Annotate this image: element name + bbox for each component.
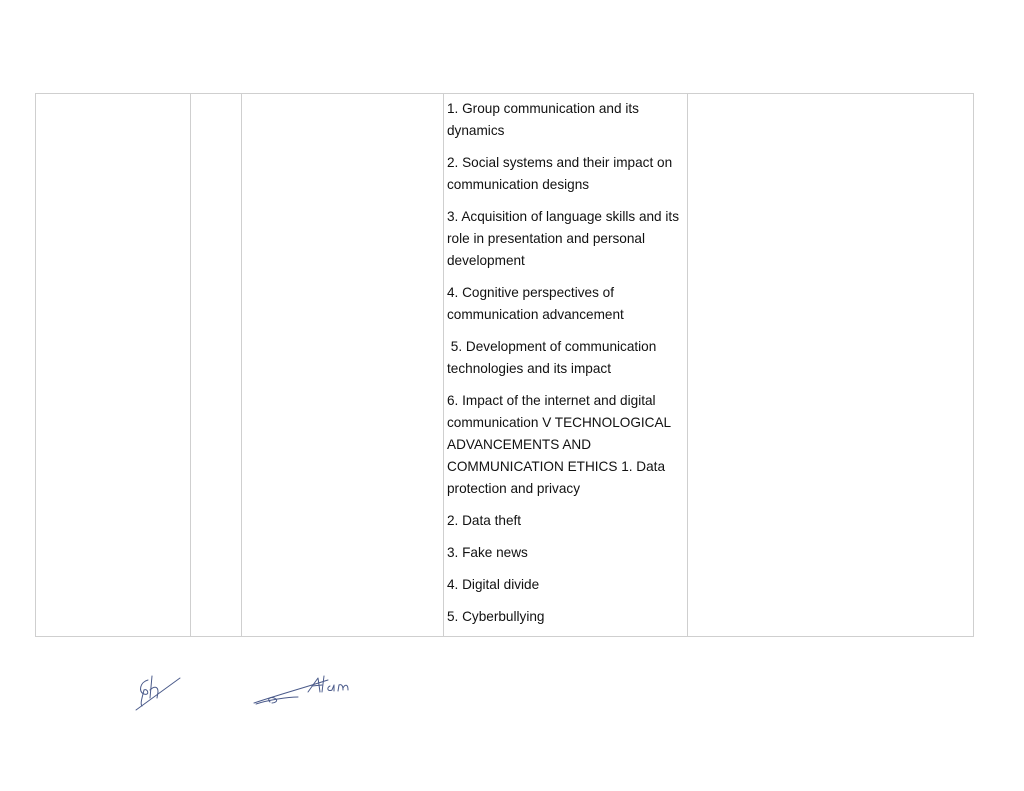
signature-1 [130,668,190,718]
content-item: 4. Cognitive perspectives of communication advancement [447,285,624,322]
content-item: 1. Group communication and its dynamics [447,101,639,138]
content-item: 2. Data theft [447,513,522,528]
table-row [36,94,974,637]
content-item: 5. Development of communication technologies and its impact [447,339,661,376]
content-cell [444,94,688,637]
content-item: 3. Fake news [447,545,528,560]
table-cell-3 [242,94,444,637]
table-cell-1 [36,94,191,637]
content-item: 2. Social systems and their impact on communication designs [447,155,673,192]
content-item: 6. Impact of the internet and digital communication V TECHNOLOGICAL ADVANCEMENTS AND COMMUNICATION ETHICS 1. Data protection and privacy [447,393,671,496]
content-item: 5. Cyberbullying [447,609,545,624]
content-item: 3. Acquisition of language skills and its role in presentation and personal development [447,209,679,268]
table-cell-2 [191,94,242,637]
content-item: 4. Digital divide [447,577,540,592]
syllabus-table [35,93,974,637]
signature-2 [248,670,363,710]
table-cell-5 [688,94,974,637]
